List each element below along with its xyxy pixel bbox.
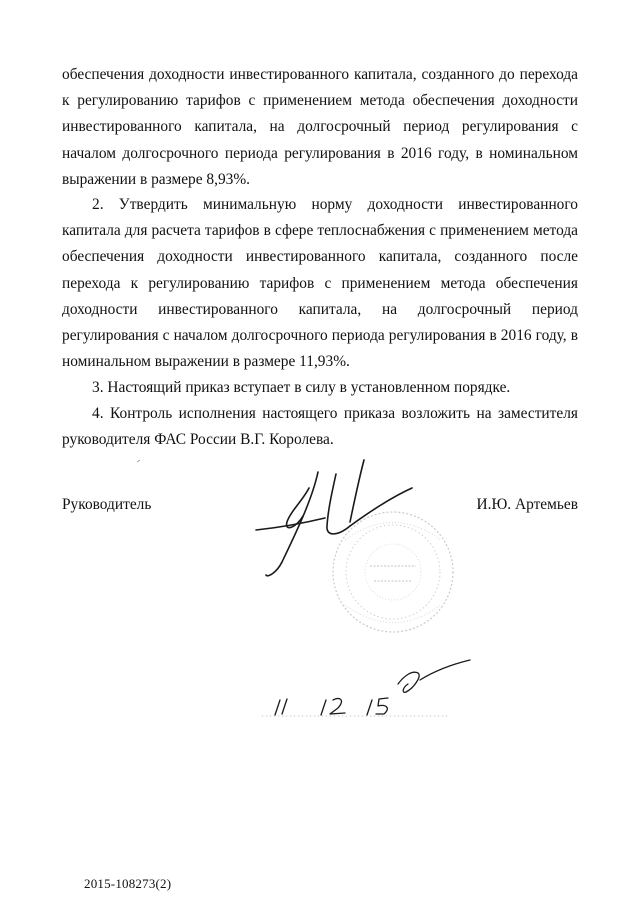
stamp-seal: [333, 512, 453, 632]
paragraph-4: 4. Контроль исполнения настоящего приказа возложить на заместителя руководителя ФАС России В.Г. Королева.: [62, 405, 578, 449]
paragraph-2: 2. Утвердить минимальную норму доходности инвестированного капитала для расчета тарифов в сфере теплоснабжения с применением метода обеспечения доходности инвестированного капитала, созданного после перехода к регулированию тарифов с применением метода обеспечения доходности инвестированного капитала, на долгосрочный период регулирования с началом долгосрочного периода регулирования в 2016 году, в номинальном выражении в размере 11,93%.: [62, 196, 578, 371]
signatory-role: Руководитель: [62, 496, 152, 513]
paragraph-1: обеспечения доходности инвестированного капитала, созданного до перехода к регулированию тарифов с применением метода обеспечения доходности инвестированного капитала, на долгосрочный период регулирования с началом долгосрочного периода регулирования в 2016 году, в номинальном выражении в размере 8,93%.: [62, 66, 578, 188]
document-number: 2015-108273(2): [84, 876, 172, 891]
handwritten-date: [262, 660, 470, 716]
paragraph-3: 3. Настоящий приказ вступает в силу в установленном порядке.: [92, 379, 511, 396]
signatory-name: И.Ю. Артемьев: [476, 496, 578, 513]
stray-mark: [137, 460, 140, 462]
